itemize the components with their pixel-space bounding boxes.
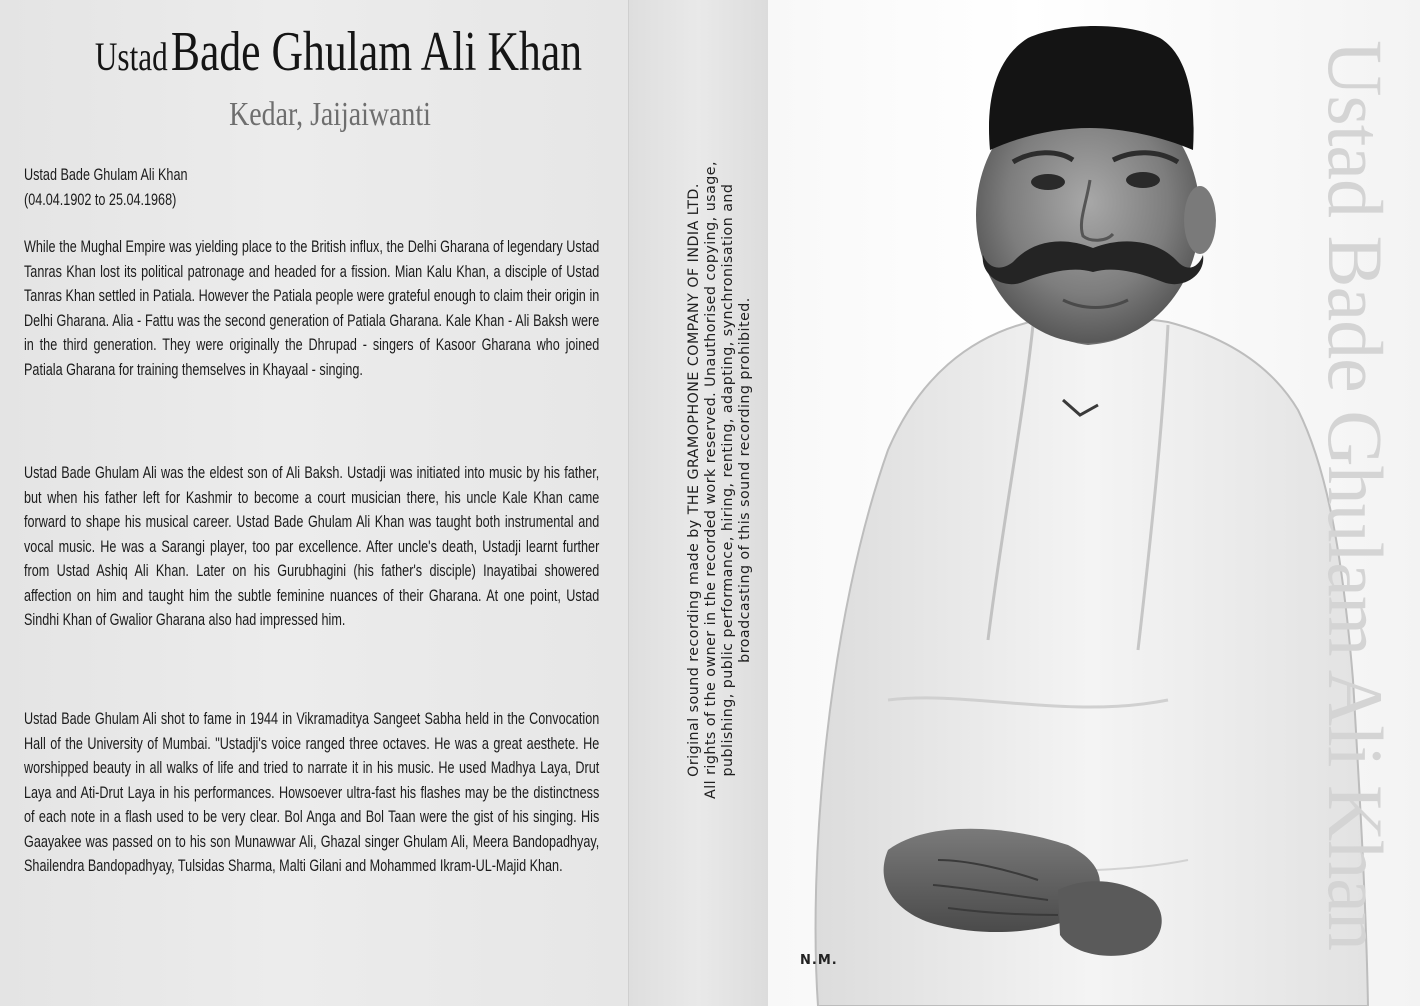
paragraph-3	[24, 707, 599, 879]
bio-dates: (04.04.1902 to 25.04.1968)	[24, 190, 177, 209]
paragraph-text: While the Mughal Empire was yielding place to the British influx, the Delhi Gharana of legendary Ustad Tanras Khan lost its political patronage and headed for a fission. Mian Kalu Khan, a disciple of Ustad Tanras Khan settled in Patiala. However the Patiala people were grateful enough to claim their origin in Delhi Gharana. Alia - Fattu was the second generation of Patiala Gharana. Kale Khan - Ali Baksh were in the third generation. They were originally the Dhrupad - singers of Kasoor Gharana who joined Patiala Gharana for training themselves in Khayaal - singing.	[24, 238, 600, 379]
bio-block	[24, 163, 599, 212]
side-title: Ustad Bade Ghulam Ali Khan	[1312, 40, 1399, 950]
notes-panel	[0, 0, 628, 1006]
copyright-notice	[686, 120, 754, 840]
paragraph-1	[24, 235, 599, 382]
copyright-line: All rights of the owner in the recorded work reserved. Unauthorised copying, usage,	[703, 160, 719, 800]
raga-subtitle: Kedar, Jaijaiwanti	[229, 96, 431, 133]
title-name: Bade Ghulam Ali Khan	[170, 21, 583, 83]
copyright-line: broadcasting of this sound recording prohibited.	[737, 297, 753, 663]
paragraph-text: Ustad Bade Ghulam Ali shot to fame in 1944 in Vikramaditya Sangeet Sabha held in the Convocation Hall of the University of Mumbai. "Ustadji's voice ranged three octaves. He was a great aesthete. He worshipped beauty in all walks of life and tried to narrate it in his music. He used Madhya Laya, Drut Laya and Ati-Drut Laya in his performances. Howsoever ultra-fast his flashes may be the distinctness of each note in a flash used to be very clear. Bol Anga and Bol Taan were the gist of his singing. His Gaayakee was passed on to his son Munawwar Ali, Ghazal singer Ghulam Ali, Meera Bandopadhyay, Shailendra Bandopadhyay, Tulsidas Sharma, Malti Gilani and Mohammed Ikram-UL-Majid Khan.	[24, 710, 600, 875]
photo-credit: N.M.	[800, 953, 838, 968]
bio-name: Ustad Bade Ghulam Ali Khan	[24, 166, 188, 184]
ear	[1184, 186, 1216, 254]
paragraph-2	[24, 461, 599, 633]
copyright-line: publishing, public performance, hiring, renting, adapting, synchronisation and	[720, 183, 736, 777]
paragraph-text: Ustad Bade Ghulam Ali was the eldest son of Ali Baksh. Ustadji was initiated into music by his father, but when his father left for Kashmir to become a court musician there, his uncle Kale Khan came forward to shape his musical career. Ustad Bade Ghulam Ali Khan was taught both instrumental and vocal music. He was a Sarangi player, too par excellence. After uncle's death, Ustadji learnt further from Ustad Ashiq Ali Khan. Later on his Gurubhagini (his father's disciple) Inayatibai showered affection on him and taught him the subtle feminine nuances of their Gharana. At one point, Ustad Sindhi Khan of Gwalior Gharana also had impressed him.	[24, 464, 600, 629]
title-prefix: Ustad	[94, 34, 168, 79]
album-title	[94, 20, 583, 84]
copyright-line: Original sound recording made by THE GRAMOPHONE COMPANY OF INDIA LTD.	[686, 183, 702, 777]
